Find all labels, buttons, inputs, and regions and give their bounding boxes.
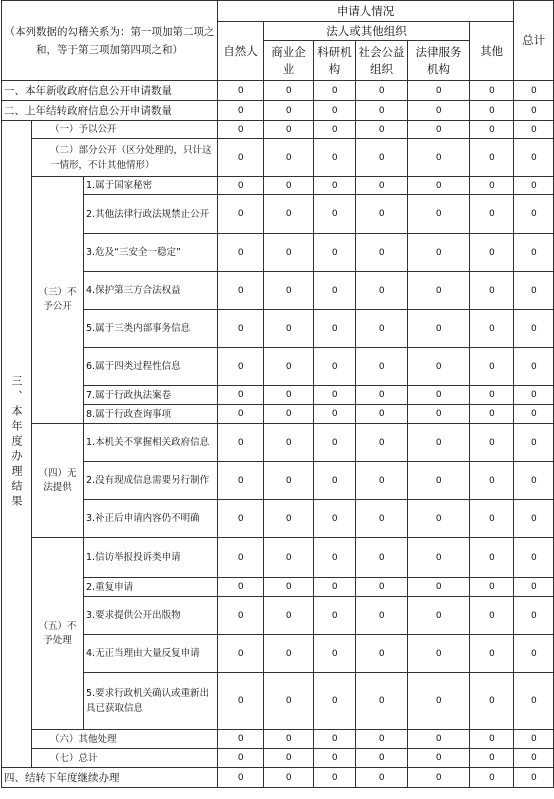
cell-value: 0 xyxy=(264,348,314,386)
cell-value: 0 xyxy=(264,768,314,788)
cell-value: 0 xyxy=(470,424,514,462)
cell-value: 0 xyxy=(218,386,264,405)
cell-value: 0 xyxy=(408,424,470,462)
cell-value: 0 xyxy=(356,310,408,348)
cell-value: 0 xyxy=(314,386,356,405)
cell-value: 0 xyxy=(356,538,408,578)
row-label: 7.属于行政执法案卷 xyxy=(84,386,218,405)
table-row xyxy=(2,272,554,310)
cell-value: 0 xyxy=(356,730,408,749)
cell-value: 0 xyxy=(514,730,554,749)
corner-note: （本列数据的勾稽关系为：第一项加第二项之和，等于第三项加第四项之和） xyxy=(2,1,218,81)
row-label: 4.无正当理由大量反复申请 xyxy=(84,635,218,673)
cell-value: 0 xyxy=(264,195,314,234)
row-label: 4.保护第三方合法权益 xyxy=(84,272,218,310)
cell-value: 0 xyxy=(264,272,314,310)
cell-value: 0 xyxy=(356,81,408,101)
table-row xyxy=(2,81,554,101)
cell-value: 0 xyxy=(314,272,356,310)
cell-value: 0 xyxy=(408,234,470,272)
cell-value: 0 xyxy=(408,272,470,310)
cell-value: 0 xyxy=(514,348,554,386)
cell-value: 0 xyxy=(408,500,470,538)
cell-value: 0 xyxy=(470,500,514,538)
cell-value: 0 xyxy=(264,101,314,121)
section-three-label: 三、本年度办理结果 xyxy=(2,121,32,768)
cell-value: 0 xyxy=(218,500,264,538)
table-row xyxy=(2,139,554,177)
cell-value: 0 xyxy=(408,538,470,578)
cell-value: 0 xyxy=(314,139,356,177)
cell-value: 0 xyxy=(314,234,356,272)
applicant-situation-header: 申请人情况 xyxy=(218,1,514,22)
cell-value: 0 xyxy=(218,578,264,597)
row-label: 3.补正后申请内容仍不明确 xyxy=(84,500,218,538)
cell-value: 0 xyxy=(356,424,408,462)
cell-value: 0 xyxy=(408,386,470,405)
cell-value: 0 xyxy=(314,310,356,348)
cell-value: 0 xyxy=(356,234,408,272)
table-row xyxy=(2,730,554,749)
cell-value: 0 xyxy=(408,195,470,234)
cell-value: 0 xyxy=(470,597,514,635)
row-label: （一）予以公开 xyxy=(32,121,218,139)
cell-value: 0 xyxy=(408,81,470,101)
cell-value: 0 xyxy=(408,730,470,749)
group-three-label: （三）不予公开 xyxy=(32,177,84,424)
row-label: 3.要求提供公开出版物 xyxy=(84,597,218,635)
cell-value: 0 xyxy=(470,348,514,386)
cell-value: 0 xyxy=(314,195,356,234)
cell-value: 0 xyxy=(218,538,264,578)
cell-value: 0 xyxy=(264,234,314,272)
cell-value: 0 xyxy=(314,177,356,195)
total-header: 总计 xyxy=(514,1,554,81)
cell-value: 0 xyxy=(314,578,356,597)
cell-value: 0 xyxy=(356,405,408,424)
cell-value: 0 xyxy=(218,424,264,462)
cell-value: 0 xyxy=(218,730,264,749)
cell-value: 0 xyxy=(264,538,314,578)
cell-value: 0 xyxy=(408,121,470,139)
row-label: （六）其他处理 xyxy=(32,730,218,749)
table-row xyxy=(2,462,554,500)
research-header: 科研机构 xyxy=(314,41,356,81)
cell-value: 0 xyxy=(514,597,554,635)
cell-value: 0 xyxy=(356,139,408,177)
row-label: （七）总计 xyxy=(32,749,218,768)
cell-value: 0 xyxy=(356,768,408,788)
table-row xyxy=(2,500,554,538)
cell-value: 0 xyxy=(264,597,314,635)
cell-value: 0 xyxy=(470,462,514,500)
cell-value: 0 xyxy=(218,405,264,424)
cell-value: 0 xyxy=(514,139,554,177)
cell-value: 0 xyxy=(470,578,514,597)
cell-value: 0 xyxy=(470,121,514,139)
cell-value: 0 xyxy=(218,310,264,348)
cell-value: 0 xyxy=(218,635,264,673)
table-row xyxy=(2,424,554,462)
table-row xyxy=(2,673,554,730)
cell-value: 0 xyxy=(356,272,408,310)
cell-value: 0 xyxy=(264,500,314,538)
table-row xyxy=(2,177,554,195)
cell-value: 0 xyxy=(218,81,264,101)
cell-value: 0 xyxy=(356,749,408,768)
table-row xyxy=(2,597,554,635)
cell-value: 0 xyxy=(314,768,356,788)
cell-value: 0 xyxy=(218,234,264,272)
cell-value: 0 xyxy=(264,673,314,730)
cell-value: 0 xyxy=(356,177,408,195)
cell-value: 0 xyxy=(264,386,314,405)
cell-value: 0 xyxy=(314,635,356,673)
cell-value: 0 xyxy=(514,121,554,139)
legal-service-header: 法律服务机构 xyxy=(408,41,470,81)
cell-value: 0 xyxy=(470,730,514,749)
cell-value: 0 xyxy=(218,348,264,386)
cell-value: 0 xyxy=(356,121,408,139)
cell-value: 0 xyxy=(408,768,470,788)
cell-value: 0 xyxy=(470,310,514,348)
cell-value: 0 xyxy=(514,768,554,788)
cell-value: 0 xyxy=(356,101,408,121)
row-label: 6.属于四类过程性信息 xyxy=(84,348,218,386)
cell-value: 0 xyxy=(314,424,356,462)
natural-person-header: 自然人 xyxy=(218,22,264,81)
cell-value: 0 xyxy=(408,578,470,597)
cell-value: 0 xyxy=(314,730,356,749)
cell-value: 0 xyxy=(218,768,264,788)
table-row xyxy=(2,768,554,788)
disclosure-statistics-table xyxy=(1,0,554,788)
table-row xyxy=(2,749,554,768)
cell-value: 0 xyxy=(514,101,554,121)
table-row xyxy=(2,538,554,578)
row-label: 1.本机关不掌握相关政府信息 xyxy=(84,424,218,462)
group-five-label: （五）不予处理 xyxy=(32,538,84,730)
row-label: 四、结转下年度继续办理 xyxy=(2,768,218,788)
cell-value: 0 xyxy=(408,635,470,673)
legal-group-header: 法人或其他组织 xyxy=(264,22,470,41)
cell-value: 0 xyxy=(314,500,356,538)
cell-value: 0 xyxy=(514,749,554,768)
cell-value: 0 xyxy=(408,749,470,768)
cell-value: 0 xyxy=(218,177,264,195)
cell-value: 0 xyxy=(514,538,554,578)
cell-value: 0 xyxy=(470,81,514,101)
cell-value: 0 xyxy=(264,462,314,500)
cell-value: 0 xyxy=(314,749,356,768)
cell-value: 0 xyxy=(218,195,264,234)
row-label: 2.重复申请 xyxy=(84,578,218,597)
row-label: 1.信访举报投诉类申请 xyxy=(84,538,218,578)
cell-value: 0 xyxy=(514,386,554,405)
cell-value: 0 xyxy=(470,177,514,195)
cell-value: 0 xyxy=(470,405,514,424)
cell-value: 0 xyxy=(470,386,514,405)
cell-value: 0 xyxy=(408,310,470,348)
cell-value: 0 xyxy=(264,177,314,195)
row-label: 5.要求行政机关确认或重新出具已获取信息 xyxy=(84,673,218,730)
row-label: 一、本年新收政府信息公开申请数量 xyxy=(2,81,218,101)
row-label: 5.属于三类内部事务信息 xyxy=(84,310,218,348)
cell-value: 0 xyxy=(356,195,408,234)
commercial-header: 商业企业 xyxy=(264,41,314,81)
table-row xyxy=(2,101,554,121)
cell-value: 0 xyxy=(218,139,264,177)
cell-value: 0 xyxy=(264,635,314,673)
table-row xyxy=(2,121,554,139)
cell-value: 0 xyxy=(470,272,514,310)
cell-value: 0 xyxy=(356,578,408,597)
cell-value: 0 xyxy=(470,749,514,768)
cell-value: 0 xyxy=(218,272,264,310)
cell-value: 0 xyxy=(218,462,264,500)
row-label: （二）部分公开（区分处理的，只计这一情形，不计其他情形） xyxy=(32,139,218,177)
cell-value: 0 xyxy=(514,500,554,538)
table-row xyxy=(2,348,554,386)
table-row xyxy=(2,578,554,597)
cell-value: 0 xyxy=(264,81,314,101)
cell-value: 0 xyxy=(264,121,314,139)
cell-value: 0 xyxy=(470,195,514,234)
cell-value: 0 xyxy=(314,538,356,578)
cell-value: 0 xyxy=(264,424,314,462)
cell-value: 0 xyxy=(218,121,264,139)
cell-value: 0 xyxy=(470,139,514,177)
cell-value: 0 xyxy=(514,195,554,234)
table-row xyxy=(2,405,554,424)
row-label: 2.其他法律行政法规禁止公开 xyxy=(84,195,218,234)
table-row xyxy=(2,386,554,405)
cell-value: 0 xyxy=(514,310,554,348)
cell-value: 0 xyxy=(264,730,314,749)
row-label: 3.危及“三安全一稳定” xyxy=(84,234,218,272)
cell-value: 0 xyxy=(408,348,470,386)
cell-value: 0 xyxy=(356,386,408,405)
cell-value: 0 xyxy=(356,635,408,673)
cell-value: 0 xyxy=(470,768,514,788)
cell-value: 0 xyxy=(514,272,554,310)
cell-value: 0 xyxy=(514,462,554,500)
cell-value: 0 xyxy=(514,578,554,597)
cell-value: 0 xyxy=(408,101,470,121)
cell-value: 0 xyxy=(218,749,264,768)
cell-value: 0 xyxy=(314,101,356,121)
cell-value: 0 xyxy=(314,597,356,635)
cell-value: 0 xyxy=(314,81,356,101)
cell-value: 0 xyxy=(218,597,264,635)
cell-value: 0 xyxy=(514,673,554,730)
cell-value: 0 xyxy=(408,597,470,635)
cell-value: 0 xyxy=(470,538,514,578)
cell-value: 0 xyxy=(356,348,408,386)
cell-value: 0 xyxy=(264,139,314,177)
cell-value: 0 xyxy=(408,177,470,195)
table-row xyxy=(2,195,554,234)
cell-value: 0 xyxy=(264,310,314,348)
cell-value: 0 xyxy=(356,597,408,635)
cell-value: 0 xyxy=(514,81,554,101)
cell-value: 0 xyxy=(470,101,514,121)
cell-value: 0 xyxy=(514,424,554,462)
cell-value: 0 xyxy=(408,462,470,500)
table-row xyxy=(2,635,554,673)
cell-value: 0 xyxy=(408,673,470,730)
cell-value: 0 xyxy=(356,500,408,538)
cell-value: 0 xyxy=(470,673,514,730)
cell-value: 0 xyxy=(514,635,554,673)
row-label: 二、上年结转政府信息公开申请数量 xyxy=(2,101,218,121)
cell-value: 0 xyxy=(514,177,554,195)
cell-value: 0 xyxy=(314,673,356,730)
cell-value: 0 xyxy=(514,234,554,272)
cell-value: 0 xyxy=(470,234,514,272)
cell-value: 0 xyxy=(314,348,356,386)
cell-value: 0 xyxy=(218,101,264,121)
cell-value: 0 xyxy=(264,405,314,424)
row-label: 8.属于行政查询事项 xyxy=(84,405,218,424)
cell-value: 0 xyxy=(314,405,356,424)
cell-value: 0 xyxy=(264,749,314,768)
cell-value: 0 xyxy=(408,405,470,424)
table-row xyxy=(2,310,554,348)
table-row xyxy=(2,234,554,272)
cell-value: 0 xyxy=(314,462,356,500)
cell-value: 0 xyxy=(408,139,470,177)
cell-value: 0 xyxy=(356,673,408,730)
cell-value: 0 xyxy=(218,673,264,730)
cell-value: 0 xyxy=(264,578,314,597)
group-four-label: （四）无法提供 xyxy=(32,424,84,538)
other-header: 其他 xyxy=(470,22,514,81)
cell-value: 0 xyxy=(356,462,408,500)
cell-value: 0 xyxy=(314,121,356,139)
social-welfare-header: 社会公益组织 xyxy=(356,41,408,81)
cell-value: 0 xyxy=(514,405,554,424)
row-label: 1.属于国家秘密 xyxy=(84,177,218,195)
cell-value: 0 xyxy=(470,635,514,673)
row-label: 2.没有现成信息需要另行制作 xyxy=(84,462,218,500)
